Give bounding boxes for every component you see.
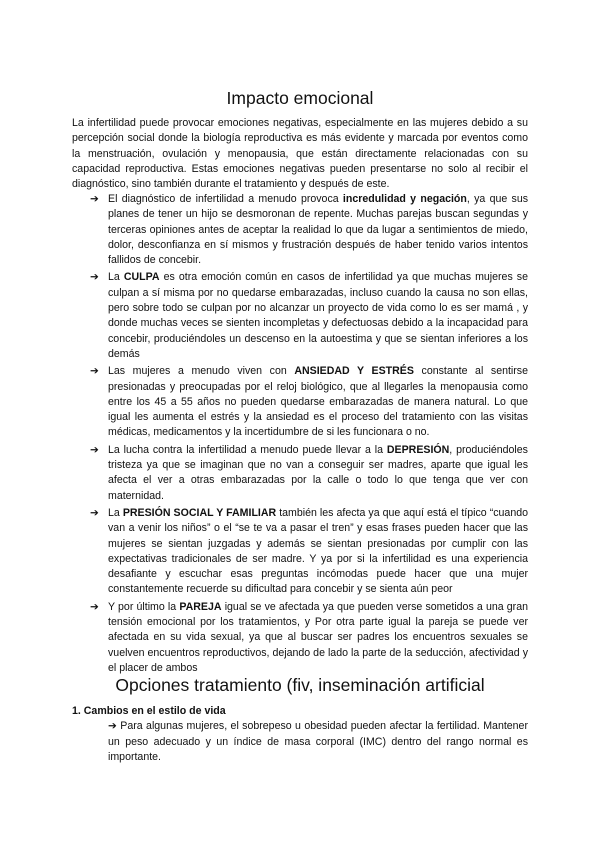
- list-item: [90, 443, 528, 504]
- arrow-icon: ➔: [90, 506, 99, 519]
- arrow-icon: ➔: [90, 193, 99, 205]
- arrow-icon: ➔: [90, 600, 99, 613]
- section-title: Opciones tratamiento (fiv, inseminación artificial: [115, 675, 485, 695]
- arrow-icon: ➔: [90, 271, 99, 284]
- item-text-pre: La: [108, 271, 124, 284]
- list-item: [90, 600, 528, 676]
- item-text-post: igual se ve afectada ya que pueden verse sometidos a una gran tensión emocional por los tratamientos, y Por otra parte igual la pareja se puede ver afectada en su vida sexual, ya que al buscar ser padres los encuentros sexuales se vuelven encuentros reproductivos, dejando de lado la parte de la seducción, afectividad y el placer de ambos: [108, 600, 528, 674]
- intro-paragraph: La infertilidad puede provocar emociones negativas, especialmente en las mujeres debido a su percepción social donde la biología reproductiva es más evidente y marcada por eventos como la menstruación, ovulación y menopausia, que están directamente relacionadas con su capacidad reproductiva. Estas emociones negativas pueden presentarse no solo al recibir el diagnóstico, sino también durante el tratamiento y después de este.: [72, 117, 528, 191]
- section-paragraph-text: Para algunas mujeres, el sobrepeso u obesidad pueden afectar la fertilidad. Mantener un peso adecuado y un índice de masa corporal (IMC) dentro del rango normal es importante.: [108, 720, 528, 763]
- page-title: Impacto emocional: [226, 88, 374, 108]
- list-item: [90, 506, 528, 598]
- arrow-icon: ➔: [108, 720, 117, 733]
- section-paragraph: [72, 719, 528, 765]
- item-text-bold: CULPA: [123, 271, 160, 284]
- lifestyle-section: [72, 704, 528, 765]
- item-text-post: , produciéndoles tristeza ya que se imaginan que no van a conseguir ser madres, aparte que igual les afecta el ver a otras embarazadas por la calle o todo lo que tenga que ver con maternidad.: [108, 443, 528, 502]
- item-text-pre: Y por último la: [108, 600, 180, 613]
- item-text-bold: incredulidad y negación: [342, 193, 467, 205]
- item-text-post: , ya que sus planes de tener un hijo se desmoronan de repente. Muchas parejas buscan segundas y terceras opiniones antes de aceptar la realidad lo que da lugar a sentimientos de miedo, dolor, desconfianza en sí mismos y frustración después de haber tenido varios intentos fallidos de concebir.: [108, 193, 529, 267]
- item-text-pre: Las mujeres a menudo viven con: [108, 365, 295, 378]
- list-item: [90, 364, 528, 440]
- item-text-bold: ANSIEDAD Y ESTRÉS: [294, 365, 414, 378]
- item-text-bold: DEPRESIÓN: [386, 443, 450, 456]
- list-item: [90, 270, 528, 362]
- item-text-pre: El diagnóstico de infertilidad a menudo provoca: [108, 193, 343, 205]
- item-text-bold: PRESIÓN SOCIAL Y FAMILIAR: [122, 506, 277, 519]
- arrow-icon: ➔: [90, 365, 99, 378]
- list-item: [90, 192, 528, 268]
- arrow-icon: ➔: [90, 443, 99, 456]
- emotions-list: [90, 192, 528, 678]
- section-heading: 1. Cambios en el estilo de vida: [72, 705, 226, 717]
- item-text-pre: La lucha contra la infertilidad a menudo puede llevar a la: [108, 443, 387, 456]
- item-text-bold: PAREJA: [179, 600, 222, 613]
- item-text-post: también les afecta ya que aquí está el típico “cuando van a venir los niños” o el “se te va a pasar el tren” y esas frases pueden hacer que las mujeres se sientan juzgadas y además se sientan presionadas por cumplir con las expectativas tradicionales de ser madre. Y ya por si la infertilidad es una experiencia desafiante y escuchar esas preguntas incómodas puede hacer que una mujer constantemente recuerde su dificultad para concebir y se sienta aún peor: [108, 506, 528, 596]
- item-text-post: es otra emoción común en casos de infertilidad ya que muchas mujeres se culpan a sí misma por no quedarse embarazadas, incluso cuando la causa no son ellas, pero sobre todo se culpan por no alcanzar un proyecto de vida como lo es ser mamá , y donde muchas veces se sienten incompletas y defectuosas debido a la incapacidad para concebir, produciéndoles un descenso en la autoestima y que se sientan inferiores a los demás: [108, 271, 528, 360]
- item-text-pre: La: [108, 506, 123, 519]
- item-text-post: constante al sentirse presionadas y preocupadas por el reloj biológico, que al llegarles la menopausia como entre los 45 a 55 años no pueden quedarse embarazadas de manera natural. Lo que igual les aumenta el estrés y la ansiedad es el proceso del tratamiento con las visitas médicas, medicamentos y la incertidumbre de si les funcionara o no.: [108, 365, 528, 439]
